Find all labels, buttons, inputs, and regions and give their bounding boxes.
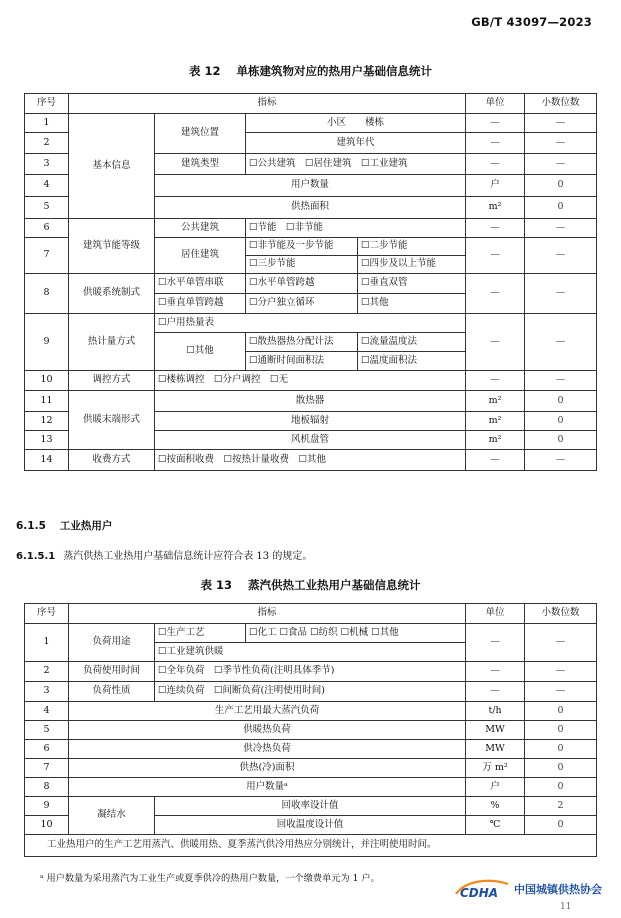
heating-system-option: ☐其他: [358, 294, 466, 314]
table-12: [24, 93, 597, 471]
table-row: [25, 219, 597, 238]
table-row: [25, 702, 597, 721]
row-no: 1: [25, 114, 69, 133]
group-energy-level: 建筑节能等级: [69, 219, 155, 274]
load-time-label: 负荷使用时间: [69, 662, 155, 682]
max-steam-load: 生产工艺用最大蒸汽负荷: [69, 702, 466, 721]
table-row: [25, 662, 597, 682]
decimals-cell: —: [525, 238, 597, 274]
load-usage-label: 负荷用途: [69, 624, 155, 662]
table-row: [25, 274, 597, 294]
charging-options: ☐按面积收费 ☐按热计量收费 ☐其他: [155, 450, 466, 471]
metering-option: ☐户用热量表: [155, 314, 466, 333]
user-count-label: 用户数量: [155, 175, 466, 197]
header-decimals: 小数位数: [525, 604, 597, 624]
group-basic-info: 基本信息: [69, 114, 155, 219]
load-usage-option: ☐工业建筑供暖: [155, 643, 466, 662]
unit-cell: %: [466, 797, 525, 816]
section-clause: [16, 547, 312, 562]
heating-system-option: ☐水平单管串联: [155, 274, 246, 294]
section-number: 6.1.5: [16, 520, 46, 532]
heating-system-option: ☐分户独立循环: [246, 294, 358, 314]
cooling-load: 供冷热负荷: [69, 740, 466, 759]
group-control: 调控方式: [69, 371, 155, 391]
decimals-cell: —: [525, 219, 597, 238]
decimals-cell: —: [525, 274, 597, 314]
recovery-temperature: 回收温度设计值: [155, 816, 466, 835]
residential-option: ☐三步节能: [246, 256, 358, 274]
user-count: 用户数量ᵃ: [69, 778, 466, 797]
page-number: 11: [560, 902, 572, 912]
load-nature-label: 负荷性质: [69, 682, 155, 702]
table-row: [25, 682, 597, 702]
residential-option: ☐四步及以上节能: [358, 256, 466, 274]
decimals-cell: 0: [525, 197, 597, 219]
unit-cell: 户: [466, 778, 525, 797]
clause-text: 蒸汽供热工业热用户基础信息统计应符合表 13 的规定。: [63, 551, 313, 562]
metering-option: ☐流量温度法: [358, 333, 466, 352]
decimals-cell: 0: [525, 778, 597, 797]
group-heating-system: 供暖系统制式: [69, 274, 155, 314]
unit-cell: ℃: [466, 816, 525, 835]
row-no: 13: [25, 431, 69, 450]
unit-cell: MW: [466, 740, 525, 759]
unit-cell: 户: [466, 175, 525, 197]
heating-system-option: ☐垂直双管: [358, 274, 466, 294]
table13-caption: [0, 577, 621, 593]
table12-number: 表 12: [188, 64, 221, 78]
load-nature-options: ☐连续负荷 ☐间断负荷(注明使用时间): [155, 682, 466, 702]
row-no: 11: [25, 391, 69, 412]
heating-system-option: ☐水平单管跨越: [246, 274, 358, 294]
footer-brand: [452, 878, 602, 900]
logo-text: CDHA: [460, 886, 499, 900]
decimals-cell: —: [525, 133, 597, 154]
unit-cell: —: [466, 154, 525, 175]
residential-option: ☐二步节能: [358, 238, 466, 256]
header-indicator: 指标: [69, 604, 466, 624]
row-no: 1: [25, 624, 69, 662]
terminal-radiator: 散热器: [155, 391, 466, 412]
decimals-cell: 0: [525, 816, 597, 835]
table-row: [25, 797, 597, 816]
header-indicator: 指标: [69, 94, 466, 114]
residential-option: ☐非节能及一步节能: [246, 238, 358, 256]
header-no: 序号: [25, 604, 69, 624]
unit-cell: 万 m²: [466, 759, 525, 778]
load-usage-option: ☐生产工艺: [155, 624, 246, 643]
row-no: 7: [25, 238, 69, 274]
row-no: 3: [25, 154, 69, 175]
table-note-row: [25, 835, 597, 857]
unit-cell: —: [466, 450, 525, 471]
decimals-cell: —: [525, 624, 597, 662]
decimals-cell: —: [525, 154, 597, 175]
row-no: 9: [25, 797, 69, 816]
building-location-value: 小区 楼栋: [246, 114, 466, 133]
metering-option: ☐散热器热分配计法: [246, 333, 358, 352]
building-type-label: 建筑类型: [155, 154, 246, 175]
table12-title: 单栋建筑物对应的热用户基础信息统计: [236, 64, 432, 78]
building-location-label: 建筑位置: [155, 114, 246, 154]
brand-name: 中国城镇供热协会: [514, 883, 602, 896]
row-no: 10: [25, 816, 69, 835]
row-no: 3: [25, 682, 69, 702]
standard-code: GB/T 43097—2023: [471, 15, 592, 29]
table-row: [25, 624, 597, 643]
unit-cell: —: [466, 274, 525, 314]
decimals-cell: 0: [525, 175, 597, 197]
unit-cell: —: [466, 114, 525, 133]
group-terminal: 供暖末端形式: [69, 391, 155, 450]
row-no: 5: [25, 721, 69, 740]
header-unit: 单位: [466, 604, 525, 624]
header-no: 序号: [25, 94, 69, 114]
row-no: 7: [25, 759, 69, 778]
section-title: 工业热用户: [59, 520, 113, 532]
decimals-cell: —: [525, 662, 597, 682]
unit-cell: m²: [466, 391, 525, 412]
public-building-options: ☐节能 ☐非节能: [246, 219, 466, 238]
decimals-cell: 0: [525, 759, 597, 778]
cdha-logo-icon: [452, 878, 512, 900]
table-row: [25, 759, 597, 778]
decimals-cell: —: [525, 314, 597, 371]
decimals-cell: —: [525, 682, 597, 702]
decimals-cell: —: [525, 371, 597, 391]
header-decimals: 小数位数: [525, 94, 597, 114]
decimals-cell: —: [525, 114, 597, 133]
row-no: 4: [25, 175, 69, 197]
row-no: 5: [25, 197, 69, 219]
unit-cell: —: [466, 662, 525, 682]
heating-area-label: 供热面积: [155, 197, 466, 219]
table-row: [25, 371, 597, 391]
decimals-cell: 0: [525, 391, 597, 412]
table-row: [25, 114, 597, 133]
unit-cell: —: [466, 219, 525, 238]
load-time-options: ☐全年负荷 ☐季节性负荷(注明具体季节): [155, 662, 466, 682]
table-header-row: [25, 94, 597, 114]
unit-cell: t/h: [466, 702, 525, 721]
table-13: [24, 603, 597, 857]
metering-option: ☐温度面积法: [358, 352, 466, 371]
condensate-label: 凝结水: [69, 797, 155, 835]
terminal-floor: 地板辐射: [155, 412, 466, 431]
clause-number: 6.1.5.1: [16, 551, 56, 562]
unit-cell: m²: [466, 412, 525, 431]
row-no: 2: [25, 662, 69, 682]
heating-system-option: ☐垂直单管跨越: [155, 294, 246, 314]
recovery-rate: 回收率设计值: [155, 797, 466, 816]
row-no: 14: [25, 450, 69, 471]
load-usage-option: ☐化工 ☐食品 ☐纺织 ☐机械 ☐其他: [246, 624, 466, 643]
control-options: ☐楼栋调控 ☐分户调控 ☐无: [155, 371, 466, 391]
heating-load: 供暖热负荷: [69, 721, 466, 740]
unit-cell: —: [466, 624, 525, 662]
decimals-cell: 0: [525, 740, 597, 759]
header-unit: 单位: [466, 94, 525, 114]
section-heading: [16, 518, 112, 533]
terminal-fancoil: 风机盘管: [155, 431, 466, 450]
table13-number: 表 13: [200, 578, 232, 592]
table-note: 工业热用户的生产工艺用蒸汽、供暖用热、夏季蒸汽供冷用热应分别统计，并注明使用时间。: [25, 835, 597, 857]
unit-cell: m²: [466, 431, 525, 450]
row-no: 10: [25, 371, 69, 391]
row-no: 2: [25, 133, 69, 154]
row-no: 12: [25, 412, 69, 431]
group-metering: 热计量方式: [69, 314, 155, 371]
table-row: [25, 778, 597, 797]
decimals-cell: —: [525, 450, 597, 471]
unit-cell: —: [466, 371, 525, 391]
table-row: [25, 450, 597, 471]
unit-cell: —: [466, 314, 525, 371]
unit-cell: m²: [466, 197, 525, 219]
public-building-label: 公共建筑: [155, 219, 246, 238]
table-row: [25, 314, 597, 333]
group-charging: 收费方式: [69, 450, 155, 471]
building-type-options: ☐公共建筑 ☐居住建筑 ☐工业建筑: [246, 154, 466, 175]
table-row: [25, 740, 597, 759]
building-age-value: 建筑年代: [246, 133, 466, 154]
table12-caption: [0, 63, 621, 79]
row-no: 9: [25, 314, 69, 371]
metering-option: ☐通断时间面积法: [246, 352, 358, 371]
unit-cell: MW: [466, 721, 525, 740]
row-no: 6: [25, 219, 69, 238]
decimals-cell: 0: [525, 702, 597, 721]
residential-building-label: 居住建筑: [155, 238, 246, 274]
table-header-row: [25, 604, 597, 624]
table-row: [25, 721, 597, 740]
unit-cell: —: [466, 238, 525, 274]
unit-cell: —: [466, 133, 525, 154]
heating-cooling-area: 供热(冷)面积: [69, 759, 466, 778]
table-row: [25, 391, 597, 412]
unit-cell: —: [466, 682, 525, 702]
table13-title: 蒸汽供热工业热用户基础信息统计: [248, 578, 421, 592]
metering-option-other: ☐其他: [155, 333, 246, 371]
decimals-cell: 2: [525, 797, 597, 816]
row-no: 4: [25, 702, 69, 721]
row-no: 6: [25, 740, 69, 759]
row-no: 8: [25, 274, 69, 314]
row-no: 8: [25, 778, 69, 797]
decimals-cell: 0: [525, 412, 597, 431]
decimals-cell: 0: [525, 721, 597, 740]
decimals-cell: 0: [525, 431, 597, 450]
table-footnote: ᵃ 用户数量为采用蒸汽为工业生产或夏季供冷的热用户数量，一个缴费单元为 1 户。: [40, 873, 380, 884]
